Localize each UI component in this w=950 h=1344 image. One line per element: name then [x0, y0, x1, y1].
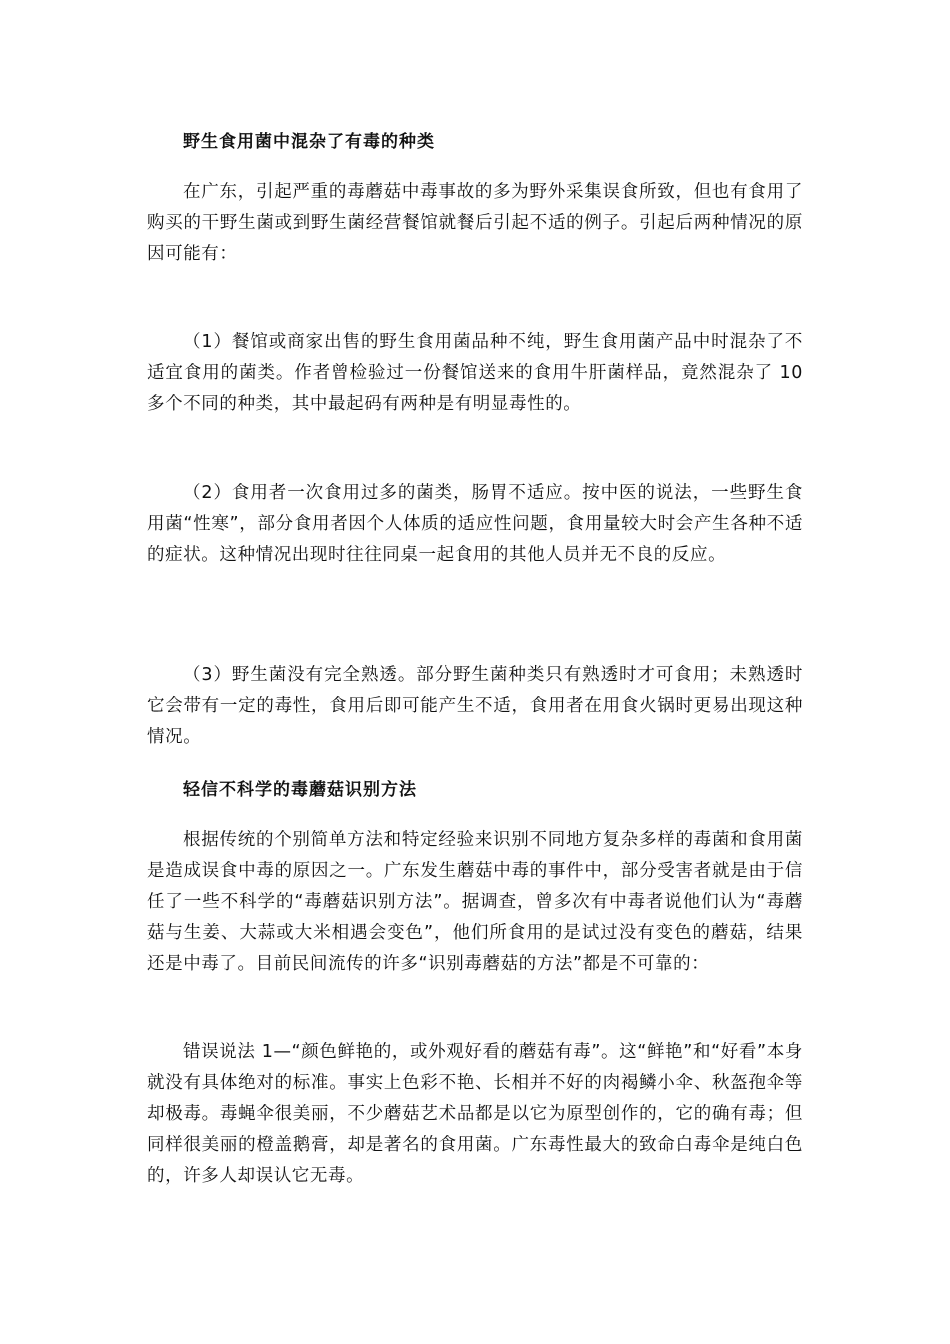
paragraph-intro: 在广东，引起严重的毒蘑菇中毒事故的多为野外采集误食所致，但也有食用了购买的干野生菌或到野生菌经营餐馆就餐后引起不适的例子。引起后两种情况的原因可能有： — [147, 182, 803, 264]
paragraph-reason-3: （3）野生菌没有完全熟透。部分野生菌种类只有熟透时才可食用；未熟透时它会带有一定的毒性，食用后即可能产生不适，食用者在用食火锅时更易出现这种情况。 — [147, 665, 803, 747]
paragraph-reason-2: （2）食用者一次食用过多的菌类，肠胃不适应。按中医的说法，一些野生食用菌“性寒”，部分食用者因个人体质的适应性问题，食用量较大时会产生各种不适的症状。这种情况出现时往往同桌一起食用的其他人员并无不良的反应。 — [147, 483, 803, 565]
paragraph-myth-1: 错误说法 1—“颜色鲜艳的，或外观好看的蘑菇有毒”。这“鲜艳”和“好看”本身就没有具体绝对的标准。事实上色彩不艳、长相并不好的肉褐鳞小伞、秋盔孢伞等却极毒。毒蝇伞很美丽，不少蘑菇艺术品都是以它为原型创作的，它的确有毒；但同样很美丽的橙盖鹅膏，却是著名的食用菌。广东毒性最大的致命白毒伞是纯白色的，许多人却误认它无毒。 — [147, 1042, 803, 1186]
paragraph-methods: 根据传统的个别简单方法和特定经验来识别不同地方复杂多样的毒菌和食用菌是造成误食中毒的原因之一。广东发生蘑菇中毒的事件中，部分受害者就是由于信任了一些不科学的“毒蘑菇识别方法”。据调查，曾多次有中毒者说他们认为“毒蘑菇与生姜、大蒜或大米相遇会变色”，他们所食用的是试过没有变色的蘑菇，结果还是中毒了。目前民间流传的许多“识别毒蘑菇的方法”都是不可靠的： — [147, 830, 803, 974]
paragraph-reason-1: （1）餐馆或商家出售的野生食用菌品种不纯，野生食用菌产品中时混杂了不适宜食用的菌类。作者曾检验过一份餐馆送来的食用牛肝菌样品，竟然混杂了 10 多个不同的种类，其中最起码有两种是有明显毒性的。 — [147, 332, 803, 414]
section-heading-unscientific-methods: 轻信不科学的毒蘑菇识别方法 — [183, 780, 417, 800]
section-heading-toxic-species: 野生食用菌中混杂了有毒的种类 — [183, 132, 435, 152]
